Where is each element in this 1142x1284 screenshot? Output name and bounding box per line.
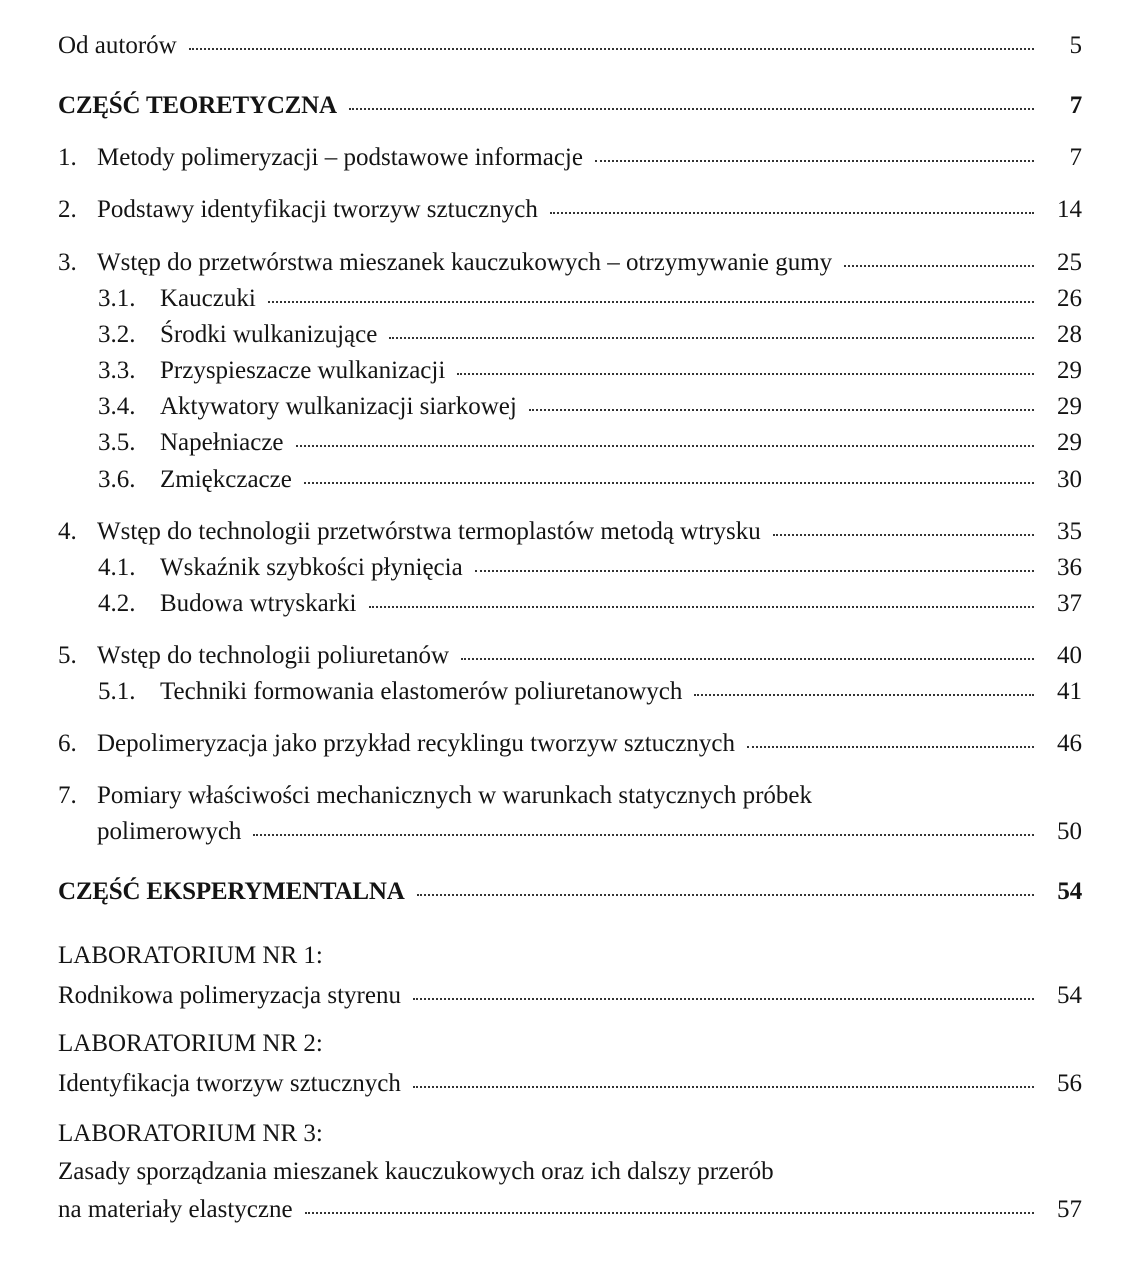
toc-entry-number: 4.	[58, 518, 77, 545]
toc-entry-lab2	[0, 1064, 1142, 1104]
toc-entry-title: Techniki formowania elastomerów poliuretanowych	[160, 678, 683, 705]
toc-entry-title: Depolimeryzacja jako przykład recyklingu tworzyw sztucznych	[97, 730, 735, 757]
dot-leader	[304, 482, 1034, 484]
toc-entry-number: 3.4.	[98, 393, 136, 420]
toc-entry-title: Wstęp do technologii przetwórstwa termoplastów metodą wtrysku	[97, 518, 761, 545]
toc-entry-page: 7	[1069, 92, 1082, 119]
dot-leader	[296, 445, 1034, 447]
dot-leader	[349, 108, 1034, 110]
toc-entry-number: 1.	[58, 144, 77, 171]
dot-leader	[694, 694, 1034, 696]
toc-entry-number: 3.3.	[98, 357, 136, 384]
toc-entry-title: Identyfikacja tworzyw sztucznych	[58, 1070, 401, 1097]
toc-entry-title: Kauczuki	[160, 285, 256, 312]
dot-leader	[529, 409, 1034, 411]
toc-entry-number: 3.	[58, 249, 77, 276]
toc-entry-page: 40	[1057, 642, 1082, 669]
toc-entry-number: 3.1.	[98, 285, 136, 312]
toc-entry-number: 5.	[58, 642, 77, 669]
toc-entry-title: Zmiękczacze	[160, 466, 292, 493]
toc-entry-ch3-1	[0, 279, 1142, 319]
toc-entry-page: 25	[1057, 249, 1082, 276]
toc-entry-page: 5	[1069, 32, 1082, 59]
toc-entry-title: Wstęp do przetwórstwa mieszanek kauczukowych – otrzymywanie gumy	[97, 249, 833, 276]
toc-entry-ch3	[0, 243, 1142, 283]
toc-entry-number: 6.	[58, 730, 77, 757]
toc-entry-title: Budowa wtryskarki	[160, 590, 357, 617]
toc-entry-ch6	[0, 724, 1142, 764]
toc-entry-title: Metody polimeryzacji – podstawowe informacje	[97, 144, 583, 171]
toc-entry-page: 30	[1057, 466, 1082, 493]
dot-leader	[253, 834, 1034, 836]
toc-entry-title: Od autorów	[58, 32, 177, 59]
dot-leader	[369, 606, 1035, 608]
toc-entry-page: 29	[1057, 393, 1082, 420]
toc-entry-title: Wstęp do technologii poliuretanów	[97, 642, 450, 669]
toc-entry-number: 5.1.	[98, 678, 136, 705]
dot-leader	[844, 265, 1034, 267]
toc-entry-number: 7.	[58, 782, 77, 809]
toc-entry-title: Środki wulkanizujące	[160, 321, 378, 348]
toc-entry-title: LABORATORIUM NR 2:	[58, 1030, 323, 1057]
toc-entry-page: 29	[1057, 429, 1082, 456]
toc-entry-ch3-3	[0, 351, 1142, 391]
toc-entry-lab2-head	[0, 1024, 1142, 1064]
toc-entry-czesc-eksperymentalna	[0, 872, 1142, 912]
toc-entry-title: LABORATORIUM NR 1:	[58, 942, 323, 969]
dot-leader	[268, 301, 1034, 303]
toc-entry-page: 50	[1057, 818, 1082, 845]
toc-entry-lab1-head	[0, 936, 1142, 976]
toc-entry-page: 35	[1057, 518, 1082, 545]
dot-leader	[773, 534, 1034, 536]
toc-entry-ch7a	[0, 776, 1142, 816]
toc-entry-lab3b	[0, 1190, 1142, 1230]
dot-leader	[417, 894, 1034, 896]
toc-entry-ch3-4	[0, 387, 1142, 427]
dot-leader	[389, 337, 1034, 339]
toc-entry-page: 14	[1057, 196, 1082, 223]
toc-entry-title: Podstawy identyfikacji tworzyw sztucznych	[97, 196, 538, 223]
toc-entry-title: Aktywatory wulkanizacji siarkowej	[160, 393, 517, 420]
toc-entry-title: CZĘŚĆ EKSPERYMENTALNA	[58, 878, 405, 905]
dot-leader	[305, 1212, 1034, 1214]
toc-entry-title: Rodnikowa polimeryzacja styrenu	[58, 982, 401, 1009]
dot-leader	[475, 570, 1034, 572]
toc-entry-title: Pomiary właściwości mechanicznych w warunkach statycznych próbek	[97, 782, 813, 809]
toc-entry-page: 46	[1057, 730, 1082, 757]
toc-entry-page: 7	[1069, 144, 1082, 171]
toc-entry-page: 54	[1057, 878, 1082, 905]
toc-entry-ch4-2	[0, 584, 1142, 624]
toc-entry-czesc-teoretyczna	[0, 86, 1142, 126]
toc-entry-number: 4.2.	[98, 590, 136, 617]
toc-entry-page: 26	[1057, 285, 1082, 312]
dot-leader	[189, 48, 1034, 50]
toc-entry-title: na materiały elastyczne	[58, 1196, 293, 1223]
toc-entry-page: 37	[1057, 590, 1082, 617]
toc-entry-number: 3.2.	[98, 321, 136, 348]
dot-leader	[747, 746, 1034, 748]
toc-entry-page: 56	[1057, 1070, 1082, 1097]
toc-entry-ch5-1	[0, 672, 1142, 712]
toc-entry-lab1	[0, 976, 1142, 1016]
toc-entry-title: Przyspieszacze wulkanizacji	[160, 357, 446, 384]
dot-leader	[461, 658, 1034, 660]
toc-entry-ch4-1	[0, 548, 1142, 588]
toc-entry-ch5	[0, 636, 1142, 676]
toc-entry-ch7b	[0, 812, 1142, 852]
toc-entry-title: Napełniacze	[160, 429, 284, 456]
toc-entry-page: 41	[1057, 678, 1082, 705]
toc-entry-page: 36	[1057, 554, 1082, 581]
toc-entry-lab3a	[0, 1152, 1142, 1192]
toc-entry-ch2	[0, 190, 1142, 230]
dot-leader	[413, 1086, 1034, 1088]
toc-entry-od-autorow	[0, 26, 1142, 66]
toc-entry-ch4	[0, 512, 1142, 552]
toc-entry-title: LABORATORIUM NR 3:	[58, 1120, 323, 1147]
toc-entry-page: 54	[1057, 982, 1082, 1009]
toc-entry-ch3-5	[0, 423, 1142, 463]
toc-entry-ch1	[0, 138, 1142, 178]
toc-entry-page: 57	[1057, 1196, 1082, 1223]
toc-entry-number: 3.5.	[98, 429, 136, 456]
toc-entry-title: Zasady sporządzania mieszanek kauczukowych oraz ich dalszy przerób	[58, 1158, 774, 1185]
toc-entry-ch3-2	[0, 315, 1142, 355]
toc-entry-ch3-6	[0, 460, 1142, 500]
dot-leader	[413, 998, 1034, 1000]
toc-entry-page: 29	[1057, 357, 1082, 384]
toc-entry-page: 28	[1057, 321, 1082, 348]
toc-entry-title: CZĘŚĆ TEORETYCZNA	[58, 92, 337, 119]
dot-leader	[550, 212, 1034, 214]
toc-entry-number: 3.6.	[98, 466, 136, 493]
toc-entry-title: Wskaźnik szybkości płynięcia	[160, 554, 463, 581]
toc-entry-number: 2.	[58, 196, 77, 223]
toc-entry-title: polimerowych	[97, 818, 242, 845]
dot-leader	[457, 373, 1034, 375]
dot-leader	[595, 160, 1034, 162]
toc-entry-number: 4.1.	[98, 554, 136, 581]
toc-entry-lab3-head	[0, 1114, 1142, 1154]
